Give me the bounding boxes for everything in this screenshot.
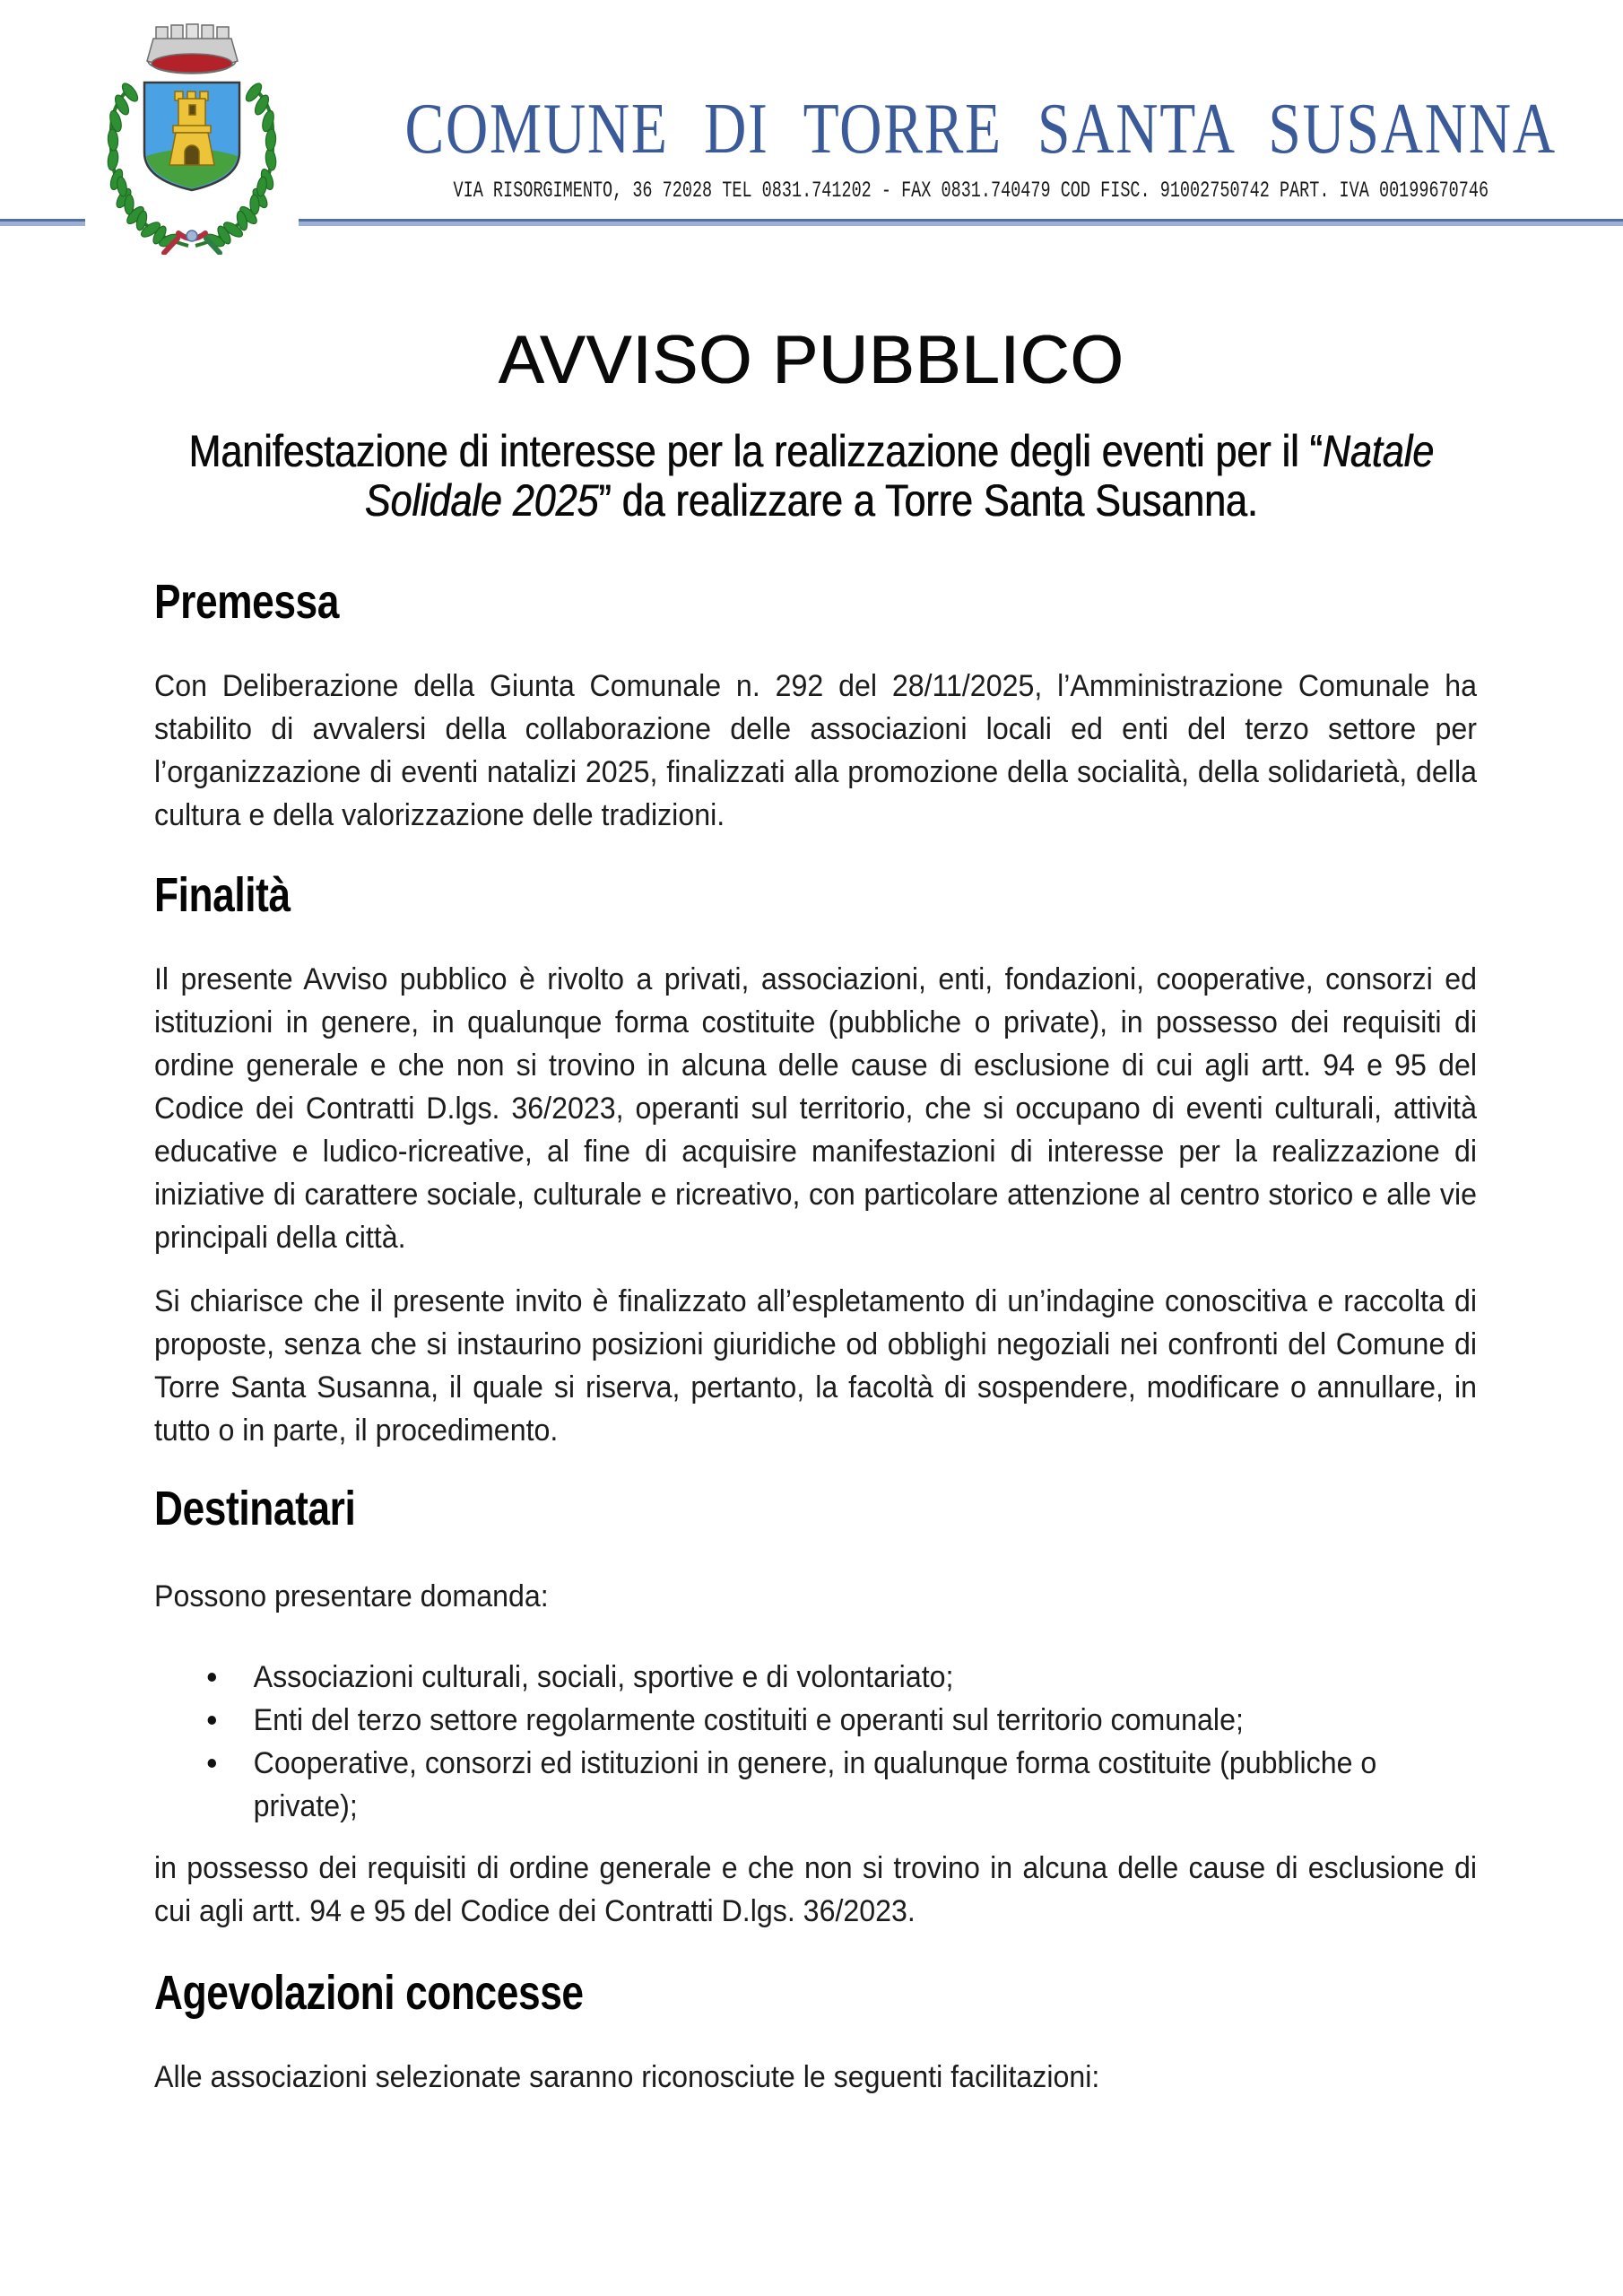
list-item-text: Cooperative, consorzi ed istituzioni in genere, in qualunque forma costituite (pubbliche o private);: [253, 1746, 1377, 1823]
list-item-text: Enti del terzo settore regolarmente costituiti e operanti sul territorio comunale;: [253, 1703, 1244, 1737]
section-heading-premessa: Premessa: [154, 575, 339, 629]
list-item: [154, 1742, 1477, 1828]
finalita-paragraph-2: Si chiarisce che il presente invito è finalizzato all’espletamento di un’indagine conoscitiva e raccolta di proposte, senza che si instaurino posizioni giuridiche od obblighi negoziali nei confronti del Comune di Torre Santa Susanna, il quale si riserva, pertanto, la facoltà di sospendere, modificare o annullare, in tutto o in parte, il procedimento.: [154, 1284, 1477, 1448]
bullet-icon: [208, 1673, 216, 1682]
municipality-address-line: VIA RISORGIMENTO, 36 72028 TEL 0831.741202 - FAX 0831.740479 COD FISC. 91002750742 PART. IVA 00199670746: [453, 178, 1489, 204]
finalita-paragraph-1: Il presente Avviso pubblico è rivolto a privati, associazioni, enti, fondazioni, cooperative, consorzi ed istituzioni in genere, in qualunque forma costituite (pubbliche o private), in possesso dei requisiti di ordine generale e che non si trovino in alcuna delle cause di esclusione di cui agli artt. 94 e 95 del Codice dei Contratti D.lgs. 36/2023, operanti sul territorio, che si occupano di eventi culturali, attività educative e ludico-ricreative, al fine di acquisire manifestazioni di interesse per la realizzazione di iniziative di carattere sociale, culturale e ricreativo, con particolare attenzione al centro storico e alle vie principali della città.: [154, 962, 1477, 1255]
section-heading-agevolazioni: Agevolazioni concesse: [154, 1966, 584, 2020]
notice-subtitle: [156, 427, 1467, 526]
destinatari-intro: Possono presentare domanda:: [154, 1579, 549, 1613]
premessa-paragraph: Con Deliberazione della Giunta Comunale n. 292 del 28/11/2025, l’Amministrazione Comunale ha stabilito di avvalersi della collaborazione delle associazioni locali ed enti del terzo settore per l’organizzazione di eventi natalizi 2025, finalizzati alla promozione della socialità, della solidarietà, della cultura e della valorizzazione delle tradizioni.: [154, 669, 1477, 832]
subtitle-regular-text: ” da realizzare a Torre Santa Susanna.: [598, 475, 1259, 526]
subtitle-italic-text: Solidale 2025: [364, 475, 599, 526]
list-item: [154, 1699, 1477, 1742]
list-item: [154, 1656, 1477, 1699]
notice-title: AVVISO PUBBLICO: [499, 322, 1124, 398]
bullet-icon: [208, 1716, 216, 1725]
bullet-icon: [208, 1759, 216, 1768]
notice-subtitle-line-2: [156, 476, 1467, 526]
subtitle-italic-text: Natale: [1323, 426, 1435, 476]
section-heading-finalita: Finalità: [154, 868, 291, 922]
destinatari-bullet-list: [154, 1656, 1477, 1828]
section-heading-destinatari: Destinatari: [154, 1482, 356, 1535]
municipal-coat-of-arms-icon: [85, 20, 299, 255]
notice-subtitle-line-1: [156, 427, 1467, 476]
list-item-text: Associazioni culturali, sociali, sportive e di volontariato;: [253, 1660, 954, 1694]
subtitle-regular-text: Manifestazione di interesse per la realizzazione degli eventi per il “: [188, 426, 1324, 476]
agevolazioni-intro: Alle associazioni selezionate saranno riconosciute le seguenti facilitazioni:: [154, 2060, 1100, 2094]
municipality-name: COMUNE DI TORRE SANTA SUSANNA: [404, 90, 1557, 169]
destinatari-outro-paragraph: in possesso dei requisiti di ordine generale e che non si trovino in alcuna delle cause di esclusione di cui agli artt. 94 e 95 del Codice dei Contratti D.lgs. 36/2023.: [154, 1851, 1477, 1928]
